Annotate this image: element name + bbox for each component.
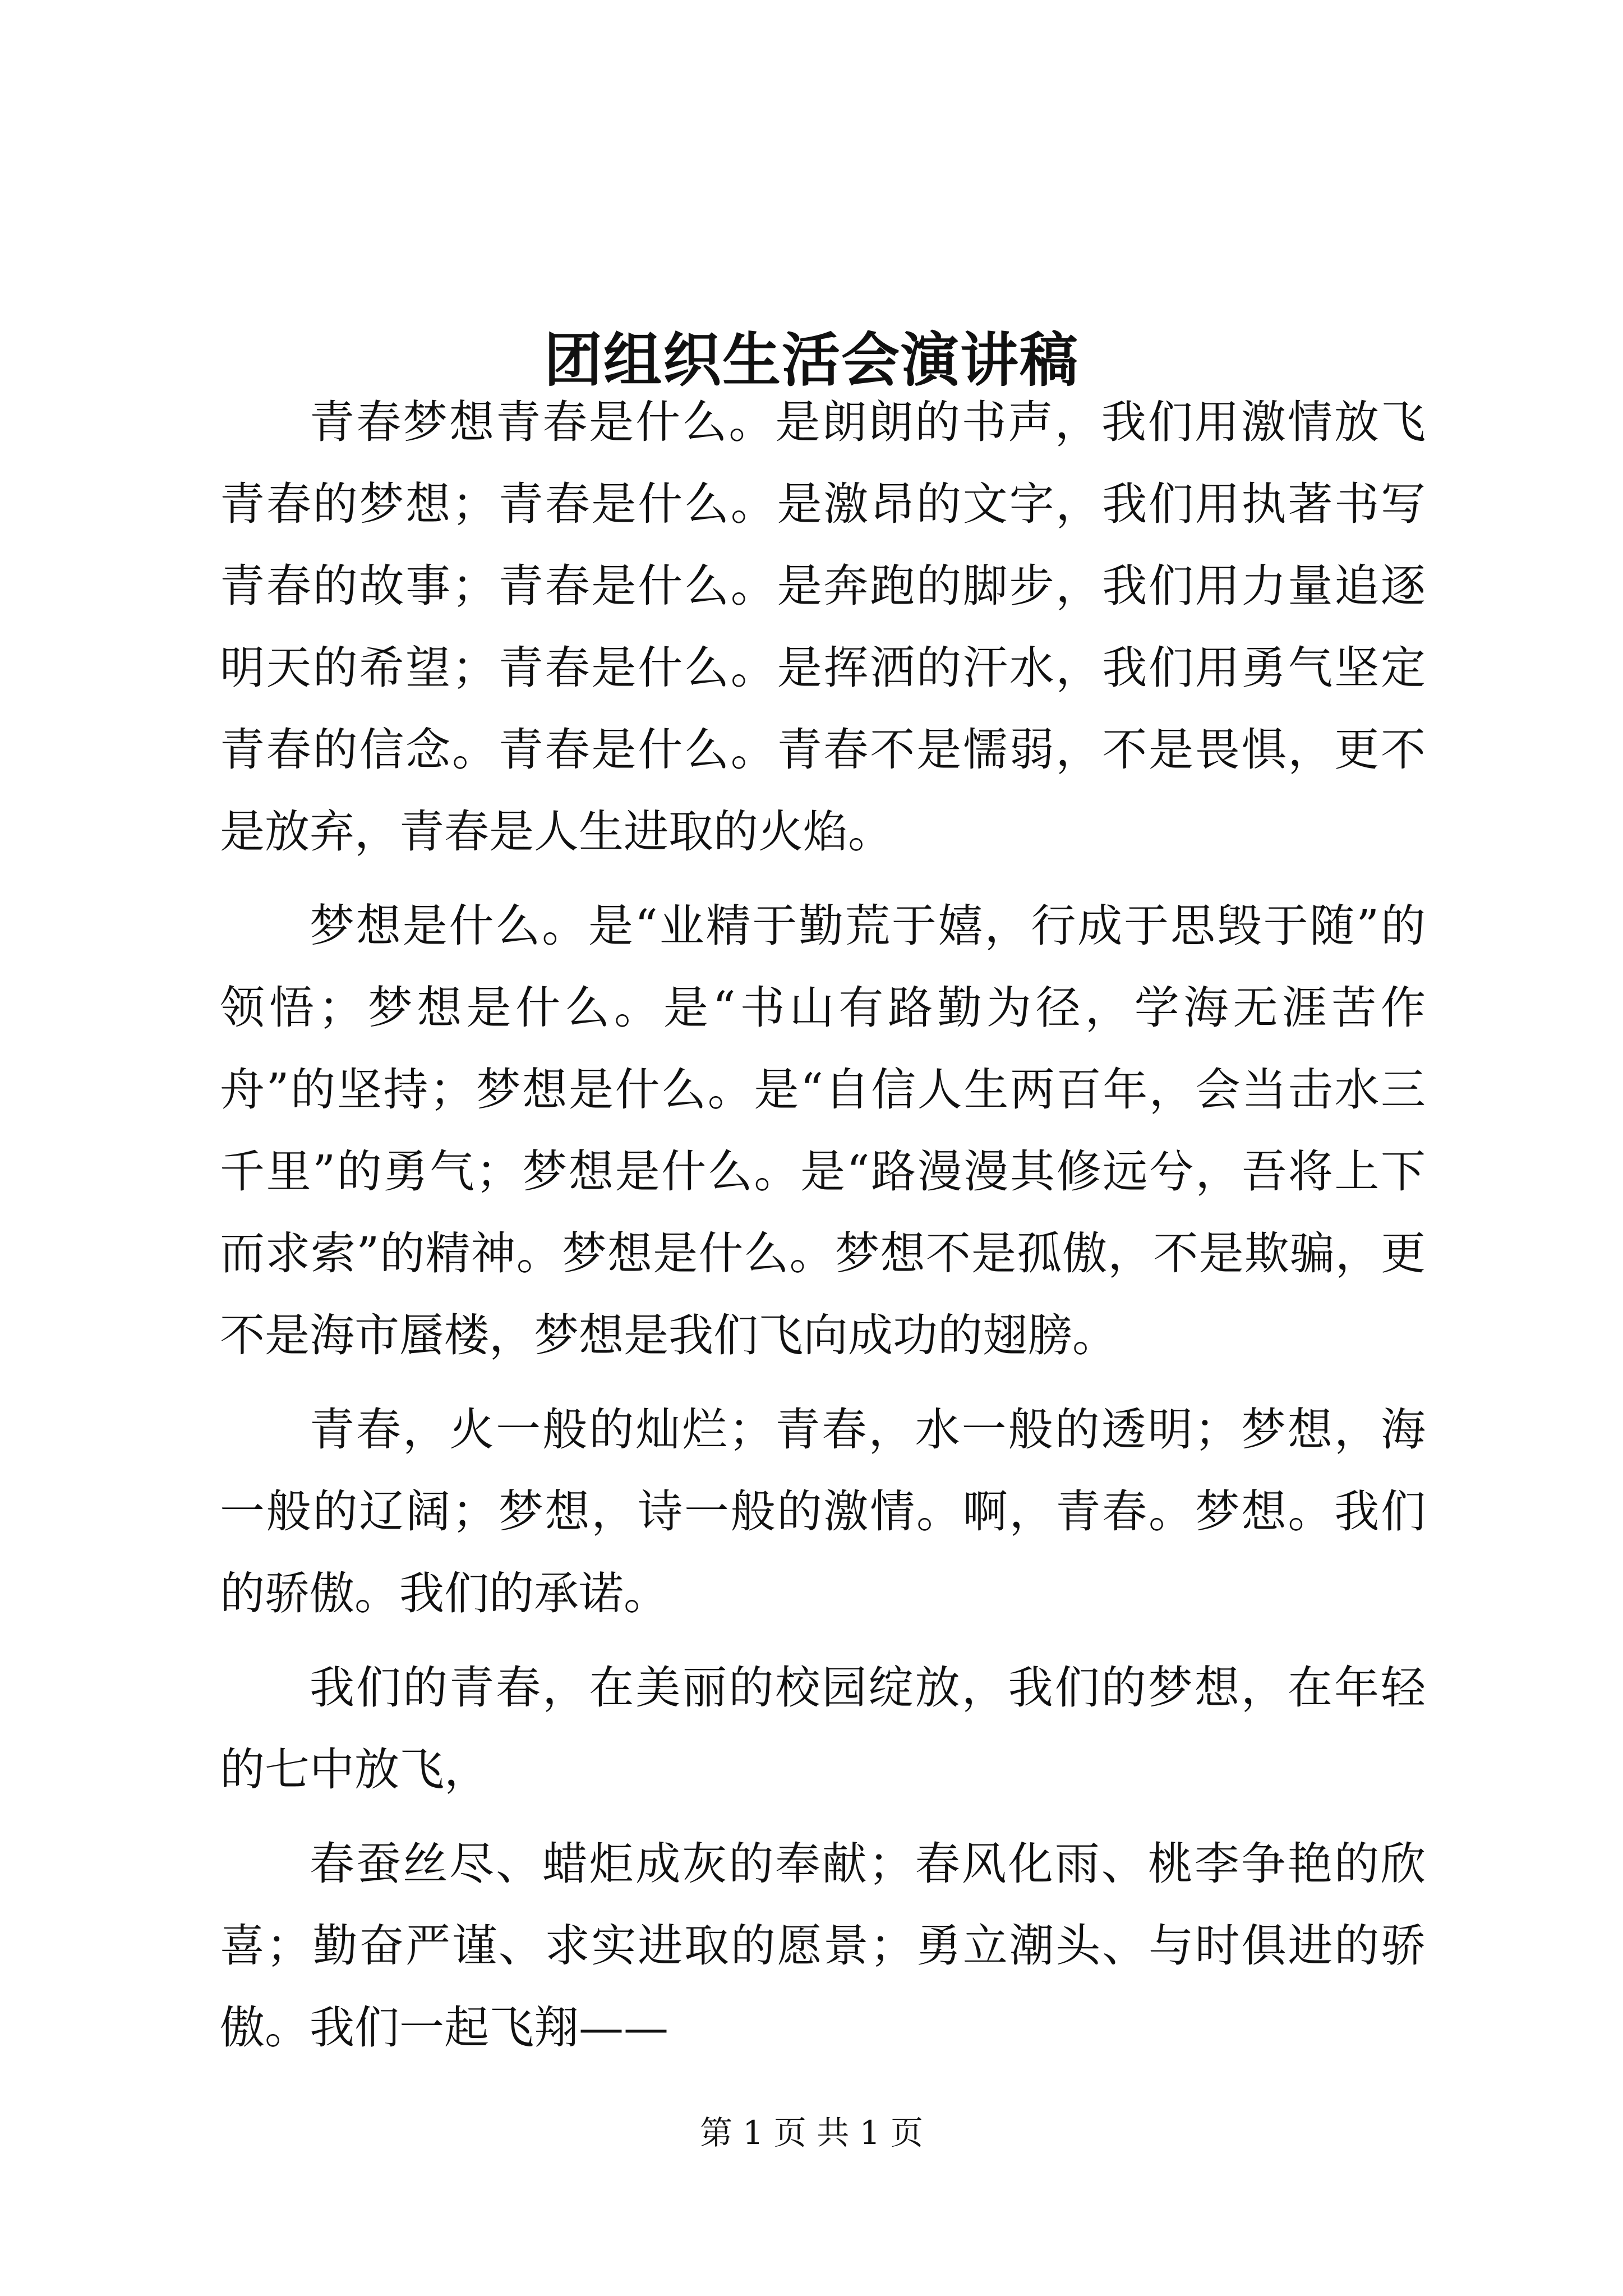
paragraph-3: 青春，火一般的灿烂；青春，水一般的透明；梦想，海一般的辽阔；梦想，诗一般的激情。啊，青春。梦想。我们的骄傲。我们的承诺。 xyxy=(220,1404,1426,1619)
paragraph-4: 我们的青春，在美丽的校园绽放，我们的梦想，在年轻的七中放飞， xyxy=(220,1662,1426,1796)
paragraph-2: 梦想是什么。是“业精于勤荒于嬉，行成于思毁于随”的领悟；梦想是什么。是“书山有路勤为径，学海无涯苦作舟”的坚持；梦想是什么。是“自信人生两百年，会当击水三千里”的勇气；梦想是什么。是“路漫漫其修远兮，吾将上下而求索”的精神。梦想是什么。梦想不是孤傲，不是欺骗，更不是海市蜃楼，梦想是我们飞向成功的翅膀。 xyxy=(220,900,1426,1361)
paragraph-5: 春蚕丝尽、蜡炬成灰的奉献；春风化雨、桃李争艳的欣喜；勤奋严谨、求实进取的愿景；勇立潮头、与时俱进的骄傲。我们一起飞翔—— xyxy=(220,1838,1426,2054)
paragraph-1: 青春梦想青春是什么。是朗朗的书声，我们用激情放飞青春的梦想；青春是什么。是激昂的文字，我们用执著书写青春的故事；青春是什么。是奔跑的脚步，我们用力量追逐明天的希望；青春是什么。是挥洒的汗水，我们用勇气坚定青春的信念。青春是什么。青春不是懦弱，不是畏惧，更不是放弃，青春是人生进取的火焰。 xyxy=(220,396,1426,858)
document-title: 团组织生活会演讲稿 xyxy=(543,325,1079,394)
page-number-footer: 第 1 页 共 1 页 xyxy=(700,2114,923,2152)
document-body xyxy=(220,381,1426,2081)
